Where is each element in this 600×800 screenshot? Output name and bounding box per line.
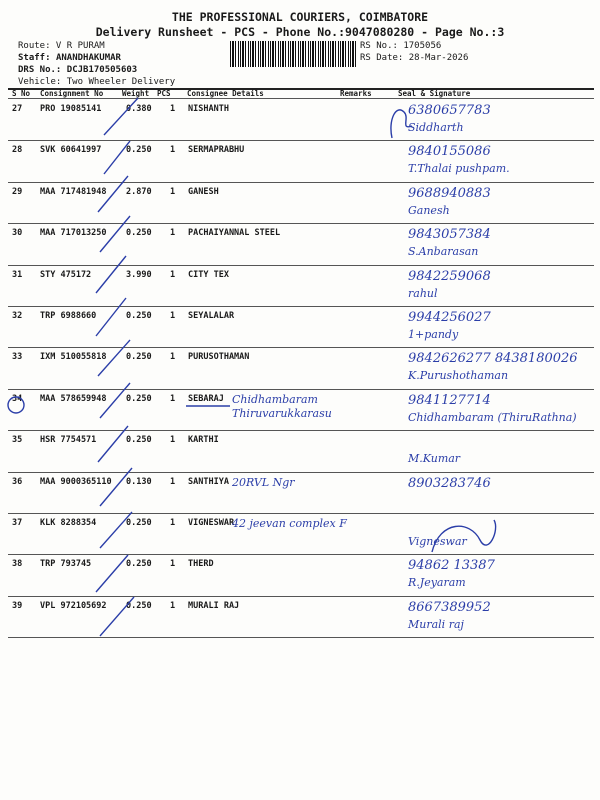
cell-consignee: CITY TEX: [188, 269, 229, 280]
cell-weight: 0.250: [126, 393, 152, 404]
cell-pcs: 1: [170, 476, 176, 487]
cell-weight: 0.130: [126, 476, 152, 487]
tick-mark-38: [96, 555, 128, 592]
cell-weight: 0.250: [126, 311, 152, 321]
cell-weight: 0.380: [126, 104, 152, 114]
cell-pcs: 1: [170, 311, 176, 321]
cell-consignment: PRO 19085141: [40, 104, 102, 114]
cell-consignee: SERMAPRABHU: [188, 145, 245, 156]
cell-pcs: 1: [170, 145, 176, 156]
tick-mark-34: [100, 383, 130, 418]
cell-sno: 39: [12, 600, 23, 611]
cell-weight: 0.250: [126, 600, 152, 611]
rs-number: RS No.: 1705056: [360, 41, 442, 51]
cell-consignment: IXM 510055818: [40, 352, 107, 363]
cell-sno: 34: [12, 393, 23, 404]
staff-label: Staff:: [18, 53, 51, 63]
cell-weight: 0.250: [126, 435, 152, 446]
route-label: Route: V R PURAM: [18, 41, 105, 51]
tick-mark-36: [100, 468, 132, 506]
handwritten-signature: rahul: [408, 286, 438, 300]
handwritten-signature: R.Jeyaram: [408, 576, 466, 590]
tick-mark-33: [98, 340, 130, 376]
cell-pcs: 1: [170, 228, 176, 239]
cell-pcs: 1: [170, 269, 176, 280]
cell-consignment: VPL 972105692: [40, 600, 107, 611]
cell-pcs: 1: [170, 393, 176, 404]
cell-sno: 36: [12, 476, 23, 487]
staff-name: ANANDHAKUMAR: [55, 53, 121, 63]
col-header-remarks: Remarks: [340, 89, 372, 98]
cell-consignment: HSR 7754571: [40, 435, 97, 446]
cell-consignee: PURUSOTHAMAN: [188, 352, 250, 363]
cell-sno: 33: [12, 352, 23, 363]
cell-consignment: TRP 6988660: [40, 311, 97, 321]
cell-pcs: 1: [170, 559, 176, 570]
handwritten-phone: 9841127714: [408, 392, 491, 408]
tick-mark-27: [104, 98, 138, 135]
cell-weight: 2.870: [126, 186, 152, 197]
handwritten-signature: K.Purushothaman: [408, 369, 509, 383]
cell-sno: 38: [12, 559, 23, 570]
col-header-sno: S No: [12, 89, 31, 98]
cell-consignment: MAA 717481948: [40, 186, 107, 197]
tick-mark-29: [98, 176, 128, 212]
col-header-pcs: PCS: [157, 89, 171, 98]
handwritten-phone: 9842259068: [408, 268, 491, 284]
cell-pcs: 1: [170, 186, 176, 197]
cell-consignment: MAA 9000365110: [40, 476, 112, 487]
handwritten-phone: 6380657783: [408, 103, 491, 118]
handwritten-phone: 8903283746: [408, 475, 491, 491]
drs-label: DRS No.:: [18, 65, 62, 75]
handwritten-phone: 9842626277 8438180026: [408, 351, 578, 367]
cell-sno: 31: [12, 269, 23, 280]
handwritten-remark: 42 jeevan complex F: [232, 517, 347, 530]
col-header-consignee: Consignee Details: [187, 89, 264, 98]
cell-weight: 0.250: [126, 145, 152, 156]
cell-sno: 37: [12, 518, 23, 528]
tick-mark-31: [96, 256, 126, 293]
col-header-weight: Weight: [122, 89, 150, 98]
cell-pcs: 1: [170, 600, 176, 611]
handwritten-phone: 8667389952: [408, 599, 491, 615]
cell-sno: 27: [12, 104, 23, 114]
rs-date: RS Date: 28-Mar-2026: [360, 53, 469, 63]
cell-consignee: GANESH: [188, 186, 219, 197]
cell-weight: 0.250: [126, 352, 152, 363]
handwritten-phone: 94862 13387: [408, 558, 495, 574]
tick-mark-32: [96, 298, 126, 336]
cell-pcs: 1: [170, 352, 176, 363]
cell-consignee: SEBARAJ: [188, 393, 224, 404]
cell-pcs: 1: [170, 104, 176, 114]
cell-sno: 32: [12, 311, 23, 321]
cell-consignment: MAA 717013250: [40, 228, 107, 239]
handwritten-signature: S.Anbarasan: [408, 245, 479, 259]
circle-row-34: [8, 397, 24, 413]
cell-weight: 0.250: [126, 559, 152, 570]
drs-number: DCJB170505603: [66, 65, 138, 75]
cell-consignee: VIGNESWAR: [188, 518, 235, 528]
cell-consignee: SANTHIYA: [188, 476, 229, 487]
cell-sno: 35: [12, 435, 23, 446]
col-header-consignment: Consignment No: [40, 89, 104, 98]
cell-pcs: 1: [170, 518, 176, 528]
cell-sno: 28: [12, 145, 23, 156]
cell-consignment: SVK 60641997: [40, 145, 102, 156]
handwritten-phone: 9688940883: [408, 185, 491, 201]
cell-weight: 0.250: [126, 228, 152, 239]
cell-consignee: MURALI RAJ: [188, 600, 240, 611]
cell-sno: 30: [12, 228, 23, 239]
handwritten-signature: Ganesh: [408, 203, 450, 217]
runsheet-subtitle: Delivery Runsheet - PCS - Phone No.:9047080280 - Page No.:3: [95, 25, 505, 39]
handwritten-phone: 9944256027: [408, 310, 491, 325]
tick-mark-28: [104, 141, 130, 174]
cell-consignee: PACHAIYANNAL STEEL: [188, 228, 281, 239]
handwritten-signature: T.Thalai pushpam.: [408, 162, 510, 176]
handwritten-remark: Chidhambaram Thiruvarukkarasu: [232, 392, 332, 420]
tick-mark-37: [100, 512, 132, 548]
handwritten-remark: 20RVL Ngr: [232, 475, 295, 489]
cell-sno: 29: [12, 186, 23, 197]
handwritten-signature: M.Kumar: [408, 452, 461, 466]
cell-weight: 0.250: [126, 518, 152, 528]
handwritten-signature: Siddharth: [408, 121, 464, 134]
handwritten-signature: Vigneswar: [408, 535, 467, 548]
tick-mark-39: [100, 597, 134, 636]
cell-weight: 3.990: [126, 269, 152, 280]
handwritten-signature: 1+pandy: [408, 328, 459, 341]
handwritten-phone: 9843057384: [408, 227, 491, 243]
cell-pcs: 1: [170, 435, 176, 446]
cell-consignment: TRP 793745: [40, 559, 92, 570]
cell-consignment: KLK 8288354: [40, 518, 97, 528]
handwritten-phone: 9840155086: [408, 144, 491, 160]
handwritten-signature: Chidhambaram (ThiruRathna): [408, 410, 577, 424]
signature-scribble-27: [391, 110, 412, 138]
cell-consignee: SEYALALAR: [188, 311, 235, 321]
tick-mark-30: [100, 216, 130, 252]
company-title: THE PROFESSIONAL COURIERS, COIMBATORE: [171, 10, 429, 24]
cell-consignment: STY 475172: [40, 269, 92, 280]
tick-mark-35: [98, 426, 128, 462]
signature-scribble-37: [432, 520, 496, 552]
cell-consignee: KARTHI: [188, 435, 219, 446]
handwritten-signature: Murali raj: [408, 617, 464, 631]
vehicle-label: Vehicle: Two Wheeler Delivery: [18, 77, 176, 87]
cell-consignee: NISHANTH: [188, 104, 229, 114]
cell-consignment: MAA 578659948: [40, 393, 107, 404]
cell-consignee: THERD: [188, 559, 214, 570]
col-header-signature: Seal & Signature: [398, 89, 471, 98]
